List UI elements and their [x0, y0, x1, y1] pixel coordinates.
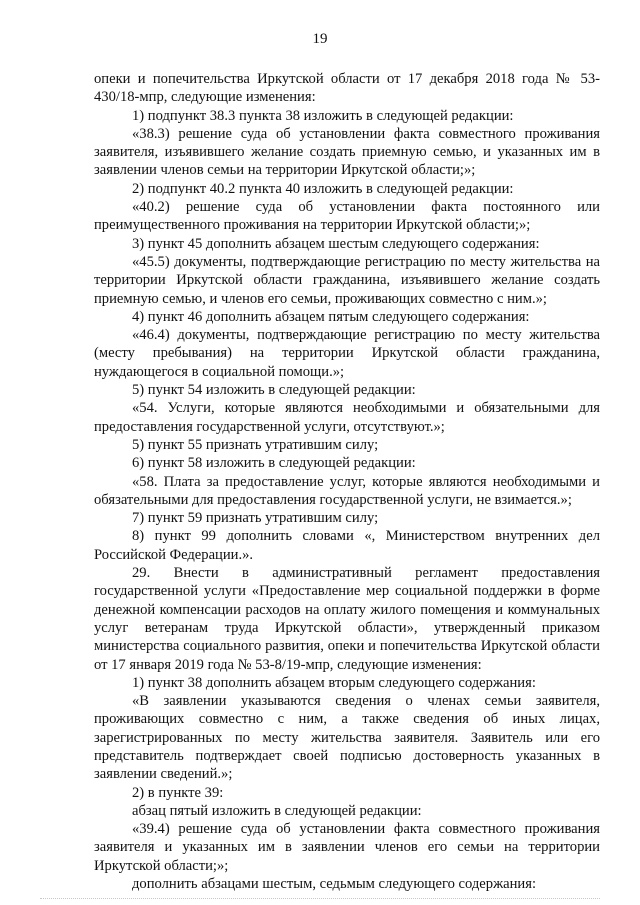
paragraph: 2) в пункте 39:	[132, 784, 224, 801]
paragraph: 5) пункт 54 изложить в следующей редакции:	[132, 382, 416, 399]
paragraph: 3) пункт 45 дополнить абзацем шестым следующего содержания:	[132, 235, 540, 252]
paragraph: 2) подпункт 40.2 пункта 40 изложить в следующей редакции:	[132, 180, 514, 197]
paragraph: 6) пункт 58 изложить в следующей редакции:	[132, 455, 416, 472]
paragraph: «38.3) решение суда об установлении факта совместного проживания заявителя, изъявившего желание создать приемную семью, и указанных им в заявлении членов семьи на территории Иркутской области;»;	[94, 125, 600, 179]
paragraph: 29. Внести в административный регламент предоставления государственной услуги «Предоставление мер социальной поддержки в форме денежной компенсации расходов на оплату жилого помещения и коммунальных услуг ветеранам труда Иркутской области», утвержденный приказом министерства социального развития, опеки и попечительства Иркутской области от 17 января 2019 года № 53-8/19-мпр, следующие изменения:	[94, 565, 600, 673]
paragraph: 1) подпункт 38.3 пункта 38 изложить в следующей редакции:	[132, 107, 514, 124]
paragraph: 7) пункт 59 признать утратившим силу;	[132, 510, 379, 527]
paragraph: «58. Плата за предоставление услуг, которые являются необходимыми и обязательными для предоставления государственной услуги, не взимается.»;	[94, 473, 600, 508]
scan-artifact-line	[40, 898, 600, 900]
paragraph: «46.4) документы, подтверждающие регистрацию по месту жительства (месту пребывания) на территории Иркутской области гражданина, нуждающегося в социальной помощи.»;	[94, 327, 600, 380]
paragraph: 1) пункт 38 дополнить абзацем вторым следующего содержания:	[132, 674, 536, 691]
document-body	[94, 70, 600, 893]
paragraph: 4) пункт 46 дополнить абзацем пятым следующего содержания:	[132, 308, 530, 325]
paragraph: «39.4) решение суда об установлении факта совместного проживания заявителя и указанных им в заявлении членов его семьи на территории Иркутской области;»;	[94, 821, 600, 874]
paragraph: 5) пункт 55 признать утратившим силу;	[132, 436, 379, 453]
paragraph: дополнить абзацами шестым, седьмым следующего содержания:	[132, 876, 537, 893]
paragraph: «40.2) решение суда об установлении факта постоянного или преимущественного проживания на территории Иркутской области;»;	[94, 199, 600, 234]
page-number: 19	[312, 31, 328, 47]
paragraph: опеки и попечительства Иркутской области от 17 декабря 2018 года № 53-430/18-мпр, следующие изменения:	[94, 71, 600, 106]
paragraph: «В заявлении указываются сведения о членах семьи заявителя, проживающих совместно с ним, а также сведения об иных лицах, зарегистрированных по месту жительства заявителя. Заявитель или его представитель подтверждает своей подписью достоверность указанных в заявлении сведений.»;	[94, 693, 600, 783]
paragraph: «45.5) документы, подтверждающие регистрацию по месту жительства на территории Иркутской области гражданина, изъявившего желание создать приемную семью, и членов его семьи, проживающих совместно с ним.»;	[94, 253, 600, 307]
paragraph: 8) пункт 99 дополнить словами «, Министерством внутренних дел Российской Федерации.».	[94, 528, 600, 563]
paragraph: «54. Услуги, которые являются необходимыми и обязательными для предоставления государственной услуги, отсутствуют.»;	[94, 400, 600, 435]
paragraph: абзац пятый изложить в следующей редакции:	[132, 802, 422, 819]
